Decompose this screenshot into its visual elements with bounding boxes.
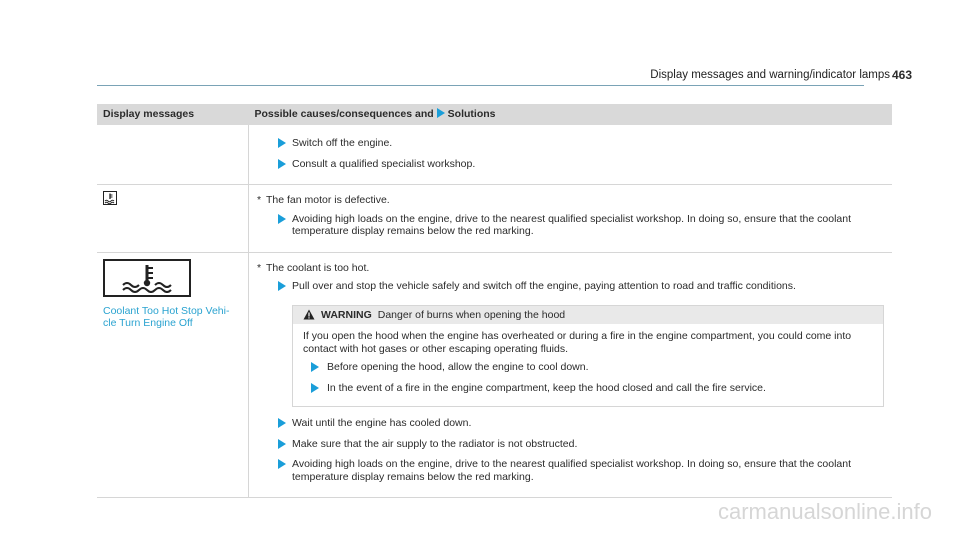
arrow-icon [278, 214, 286, 224]
warning-title: Danger of burns when opening the hood [377, 308, 566, 321]
solution-step: Pull over and stop the vehicle safely and switch off the engine, paying attention to road and traffic conditions. [257, 280, 884, 293]
solution-step: Make sure that the air supply to the radiator is not obstructed. [257, 438, 884, 451]
message-cell [97, 252, 249, 498]
header-rule [97, 85, 864, 86]
warning-triangle-icon [303, 309, 315, 320]
solution-cell [249, 125, 893, 185]
table-row [97, 185, 892, 253]
table-row [97, 252, 892, 498]
coolant-temperature-icon [103, 259, 191, 297]
running-header: Display messages and warning/indicator lamps [650, 69, 890, 81]
warning-body [293, 324, 883, 406]
solution-step: Avoiding high loads on the engine, drive to the nearest qualified specialist workshop. In doing so, ensure that the coolant temperature display remains below the red marking. [257, 458, 884, 483]
watermark: carmanualsonline.info [717, 499, 932, 524]
col-causes-header: Possible causes/consequences and Solutions [249, 104, 893, 125]
arrow-icon [278, 418, 286, 428]
display-messages-table [97, 104, 892, 498]
solution-cell [249, 185, 893, 253]
arrow-icon [311, 362, 319, 372]
arrow-icon [311, 383, 319, 393]
arrow-icon [278, 439, 286, 449]
col-display-messages-header: Display messages [97, 104, 249, 125]
display-message-text: Coolant Too Hot Stop Vehi-cle Turn Engine Off [103, 304, 230, 329]
arrow-icon [278, 281, 286, 291]
solution-step: Avoiding high loads on the engine, drive to the nearest qualified specialist workshop. In doing so, ensure that the coolant temperature display remains below the red marking. [257, 213, 884, 238]
warning-step: In the event of a fire in the engine compartment, keep the hood closed and call the fire service. [303, 382, 873, 395]
coolant-fan-icon [103, 191, 117, 205]
solution-step: Consult a qualified specialist workshop. [257, 158, 884, 171]
cause-text: * The coolant is too hot. [257, 261, 370, 274]
warning-step: Before opening the hood, allow the engine to cool down. [303, 361, 873, 374]
warning-header [293, 306, 883, 325]
message-cell [97, 185, 249, 253]
message-cell [97, 125, 249, 185]
table-header-row [97, 104, 892, 125]
arrow-icon [278, 159, 286, 169]
warning-label: WARNING [321, 308, 372, 321]
warning-box [292, 305, 884, 408]
table-row [97, 125, 892, 185]
page-number: 463 [891, 68, 912, 82]
solution-cell [249, 252, 893, 498]
solution-step: Wait until the engine has cooled down. [257, 417, 884, 430]
cause-text: * The fan motor is defective. [257, 194, 390, 206]
warning-text: If you open the hood when the engine has overheated or during a fire in the engine compartment, you could come into contact with hot gases or other escaping operating fluids. [303, 330, 852, 355]
solution-step: Switch off the engine. [257, 137, 884, 150]
arrow-icon [278, 459, 286, 469]
page-header [0, 0, 960, 84]
arrow-icon [278, 138, 286, 148]
arrow-icon [437, 108, 445, 118]
